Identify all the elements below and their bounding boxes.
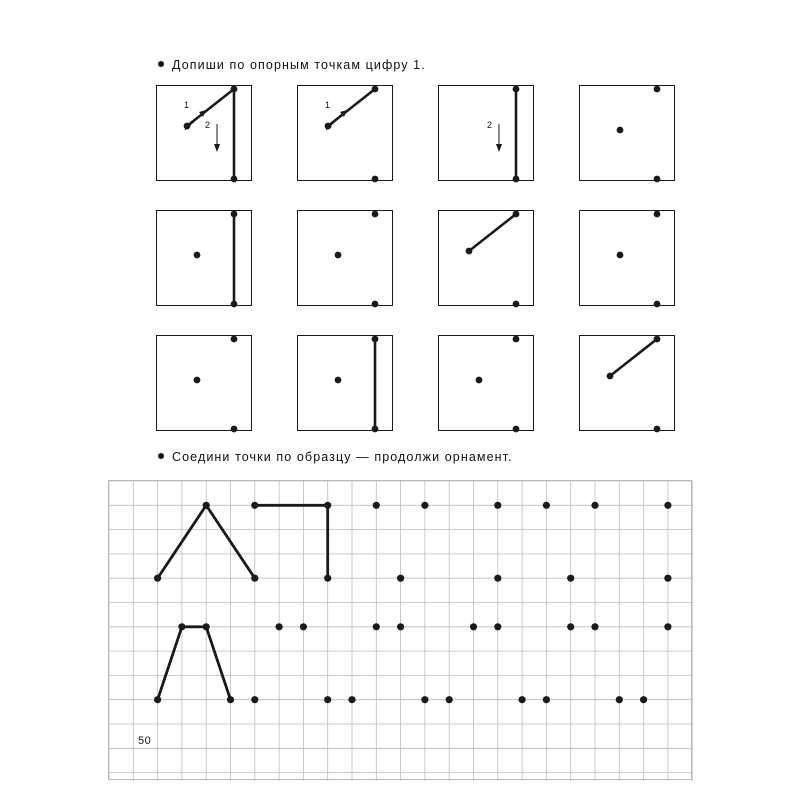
tracing-box-r2c3[interactable] bbox=[438, 210, 534, 306]
tracing-boxes-grid bbox=[156, 85, 676, 430]
anchor-dot-bottom-right bbox=[654, 176, 661, 183]
stroke-diagonal bbox=[328, 89, 375, 126]
anchor-dot-bottom-right bbox=[654, 426, 661, 433]
anchor-dot-center bbox=[335, 252, 342, 259]
ornament-row1-sample bbox=[158, 505, 328, 578]
ornament-row2-sample bbox=[158, 627, 231, 700]
task-instruction-2-text: Соедини точки по образцу — продолжи орнамент. bbox=[172, 450, 513, 464]
stroke-label-2: 2 bbox=[205, 120, 211, 130]
anchor-dot-top-right bbox=[513, 211, 520, 218]
anchor-dot-top-right bbox=[231, 211, 238, 218]
anchor-dot-left-mid bbox=[466, 248, 473, 255]
anchor-dot-center bbox=[476, 377, 483, 384]
bullet-icon bbox=[158, 61, 164, 67]
anchor-dot-bottom-right bbox=[513, 426, 520, 433]
arrow-2-head bbox=[214, 144, 220, 152]
bullet-icon bbox=[158, 453, 164, 459]
tracing-box-r2c1[interactable] bbox=[156, 210, 252, 306]
anchor-dot-bottom-right bbox=[372, 176, 379, 183]
tracing-box-r3c2[interactable] bbox=[297, 335, 393, 431]
anchor-dot-center bbox=[194, 377, 201, 384]
tracing-box-r3c1[interactable] bbox=[156, 335, 252, 431]
stroke-label-1: 1 bbox=[325, 100, 331, 110]
tracing-box-r1c1[interactable] bbox=[156, 85, 252, 181]
anchor-dot-bottom-right bbox=[372, 301, 379, 308]
task-instruction-1 bbox=[158, 58, 426, 72]
tracing-box-r2c4[interactable] bbox=[579, 210, 675, 306]
anchor-dot-top-right bbox=[513, 86, 520, 93]
anchor-dot-top-right bbox=[654, 211, 661, 218]
arrow-2-head bbox=[496, 144, 502, 152]
ornament-grid[interactable] bbox=[108, 480, 692, 780]
tracing-box-r1c3[interactable] bbox=[438, 85, 534, 181]
stroke-diagonal bbox=[610, 339, 657, 376]
grid-lines bbox=[109, 481, 693, 781]
tracing-box-r3c3[interactable] bbox=[438, 335, 534, 431]
anchor-dot-bottom-right bbox=[372, 426, 379, 433]
anchor-dot-top-right bbox=[654, 336, 661, 343]
anchor-dot-top-right bbox=[372, 336, 379, 343]
anchor-dot-bottom-right bbox=[513, 301, 520, 308]
tracing-box-r3c4[interactable] bbox=[579, 335, 675, 431]
anchor-dot-left-mid bbox=[184, 123, 191, 130]
tracing-box-r1c2[interactable] bbox=[297, 85, 393, 181]
anchor-dot-top-right bbox=[513, 336, 520, 343]
tracing-box-r1c4[interactable] bbox=[579, 85, 675, 181]
anchor-dot-left-mid bbox=[325, 123, 332, 130]
ornament-row2-dots bbox=[154, 623, 672, 703]
anchor-dot-bottom-right bbox=[231, 301, 238, 308]
anchor-dot-bottom-right bbox=[654, 301, 661, 308]
stroke-label-1: 1 bbox=[184, 100, 190, 110]
page-number: 50 bbox=[138, 735, 152, 747]
anchor-dot-center bbox=[194, 252, 201, 259]
anchor-dot-top-right bbox=[654, 86, 661, 93]
anchor-dot-left-mid bbox=[607, 373, 614, 380]
stroke-diagonal bbox=[187, 89, 234, 126]
anchor-dot-bottom-right bbox=[231, 176, 238, 183]
anchor-dot-top-right bbox=[231, 86, 238, 93]
anchor-dot-bottom-right bbox=[231, 426, 238, 433]
anchor-dot-center bbox=[617, 252, 624, 259]
task-instruction-1-text: Допиши по опорным точкам цифру 1. bbox=[172, 58, 426, 72]
task-instruction-2 bbox=[158, 450, 513, 464]
stroke-diagonal bbox=[469, 214, 516, 251]
anchor-dot-center bbox=[617, 127, 624, 134]
anchor-dot-top-right bbox=[372, 211, 379, 218]
anchor-dot-top-right bbox=[231, 336, 238, 343]
anchor-dot-top-right bbox=[372, 86, 379, 93]
tracing-box-r2c2[interactable] bbox=[297, 210, 393, 306]
anchor-dot-center bbox=[335, 377, 342, 384]
anchor-dot-bottom-right bbox=[513, 176, 520, 183]
stroke-label-2: 2 bbox=[487, 120, 493, 130]
